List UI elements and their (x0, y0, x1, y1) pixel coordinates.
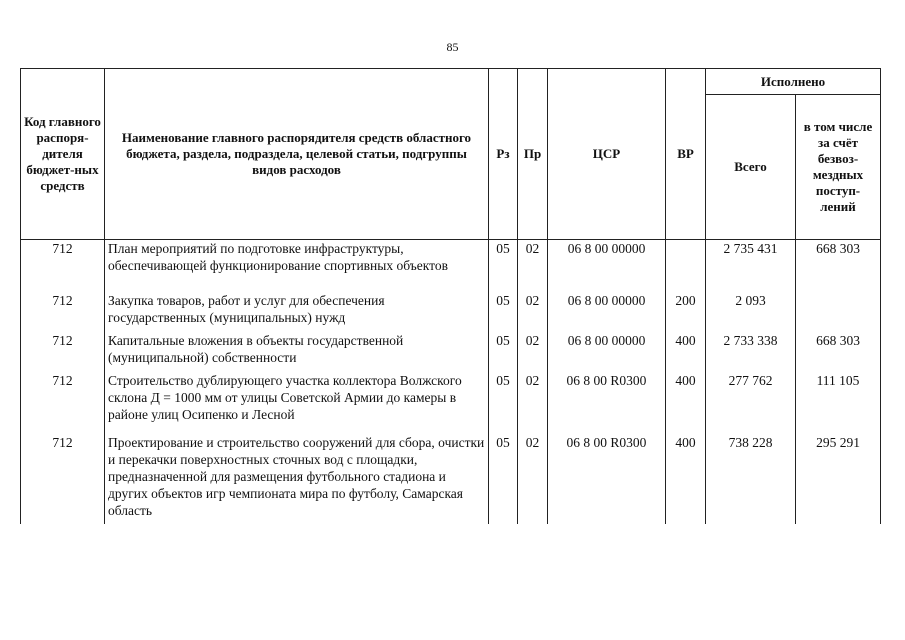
cell-pr: 02 (518, 434, 548, 524)
cell-csr: 06 8 00 R0300 (548, 372, 666, 434)
cell-name: План мероприятий по подготовке инфраструктуры, обеспечивающей функционирование спортивных объектов (105, 240, 489, 292)
cell-code: 712 (21, 434, 105, 524)
header-rz: Рз (489, 69, 518, 240)
cell-pr: 02 (518, 332, 548, 372)
cell-code: 712 (21, 372, 105, 434)
cell-free: 668 303 (796, 332, 881, 372)
cell-rz: 05 (489, 240, 518, 292)
header-csr: ЦСР (548, 69, 666, 240)
cell-total: 738 228 (706, 434, 796, 524)
cell-csr: 06 8 00 R0300 (548, 434, 666, 524)
cell-name: Закупка товаров, работ и услуг для обеспечения государственных (муниципальных) нужд (105, 292, 489, 332)
cell-rz: 05 (489, 434, 518, 524)
header-name: Наименование главного распорядителя средств областного бюджета, раздела, подраздела, целевой статьи, подгруппы видов расходов (105, 69, 489, 240)
header-vr: ВР (666, 69, 706, 240)
cell-vr: 400 (666, 332, 706, 372)
header-free: в том числе за счёт безвоз-мездных поступ-лений (796, 95, 881, 240)
cell-total: 277 762 (706, 372, 796, 434)
cell-vr (666, 240, 706, 292)
cell-rz: 05 (489, 372, 518, 434)
cell-pr: 02 (518, 372, 548, 434)
cell-csr: 06 8 00 00000 (548, 240, 666, 292)
cell-name: Капитальные вложения в объекты государственной (муниципальной) собственности (105, 332, 489, 372)
cell-free: 295 291 (796, 434, 881, 524)
budget-table (20, 68, 881, 524)
cell-vr: 400 (666, 372, 706, 434)
header-total: Всего (706, 95, 796, 240)
cell-rz: 05 (489, 292, 518, 332)
cell-free (796, 292, 881, 332)
cell-name: Строительство дублирующего участка коллектора Волжского склона Д = 1000 мм от улицы Советской Армии до камеры в районе улиц Осипенко и Лесной (105, 372, 489, 434)
header-code: Код главного распоря-дителя бюджет-ных средств (21, 69, 105, 240)
cell-vr: 200 (666, 292, 706, 332)
cell-pr: 02 (518, 240, 548, 292)
table-row (21, 332, 881, 372)
page-number: 85 (446, 40, 459, 54)
cell-total: 2 093 (706, 292, 796, 332)
table-row (21, 240, 881, 292)
cell-pr: 02 (518, 292, 548, 332)
header-pr: Пр (518, 69, 548, 240)
cell-total: 2 733 338 (706, 332, 796, 372)
table-row (21, 292, 881, 332)
table-row (21, 434, 881, 524)
cell-csr: 06 8 00 00000 (548, 332, 666, 372)
cell-name: Проектирование и строительство сооружений для сбора, очистки и перекачки поверхностных сточных вод с площадки, предназначенной для размещения футбольного стадиона и других объектов игр чемпионата мира по футболу, Самарская область (105, 434, 489, 524)
cell-code: 712 (21, 292, 105, 332)
cell-total: 2 735 431 (706, 240, 796, 292)
cell-code: 712 (21, 332, 105, 372)
cell-code: 712 (21, 240, 105, 292)
cell-vr: 400 (666, 434, 706, 524)
table-row (21, 372, 881, 434)
header-executed: Исполнено (706, 69, 881, 95)
cell-free: 111 105 (796, 372, 881, 434)
cell-free: 668 303 (796, 240, 881, 292)
cell-rz: 05 (489, 332, 518, 372)
cell-csr: 06 8 00 00000 (548, 292, 666, 332)
